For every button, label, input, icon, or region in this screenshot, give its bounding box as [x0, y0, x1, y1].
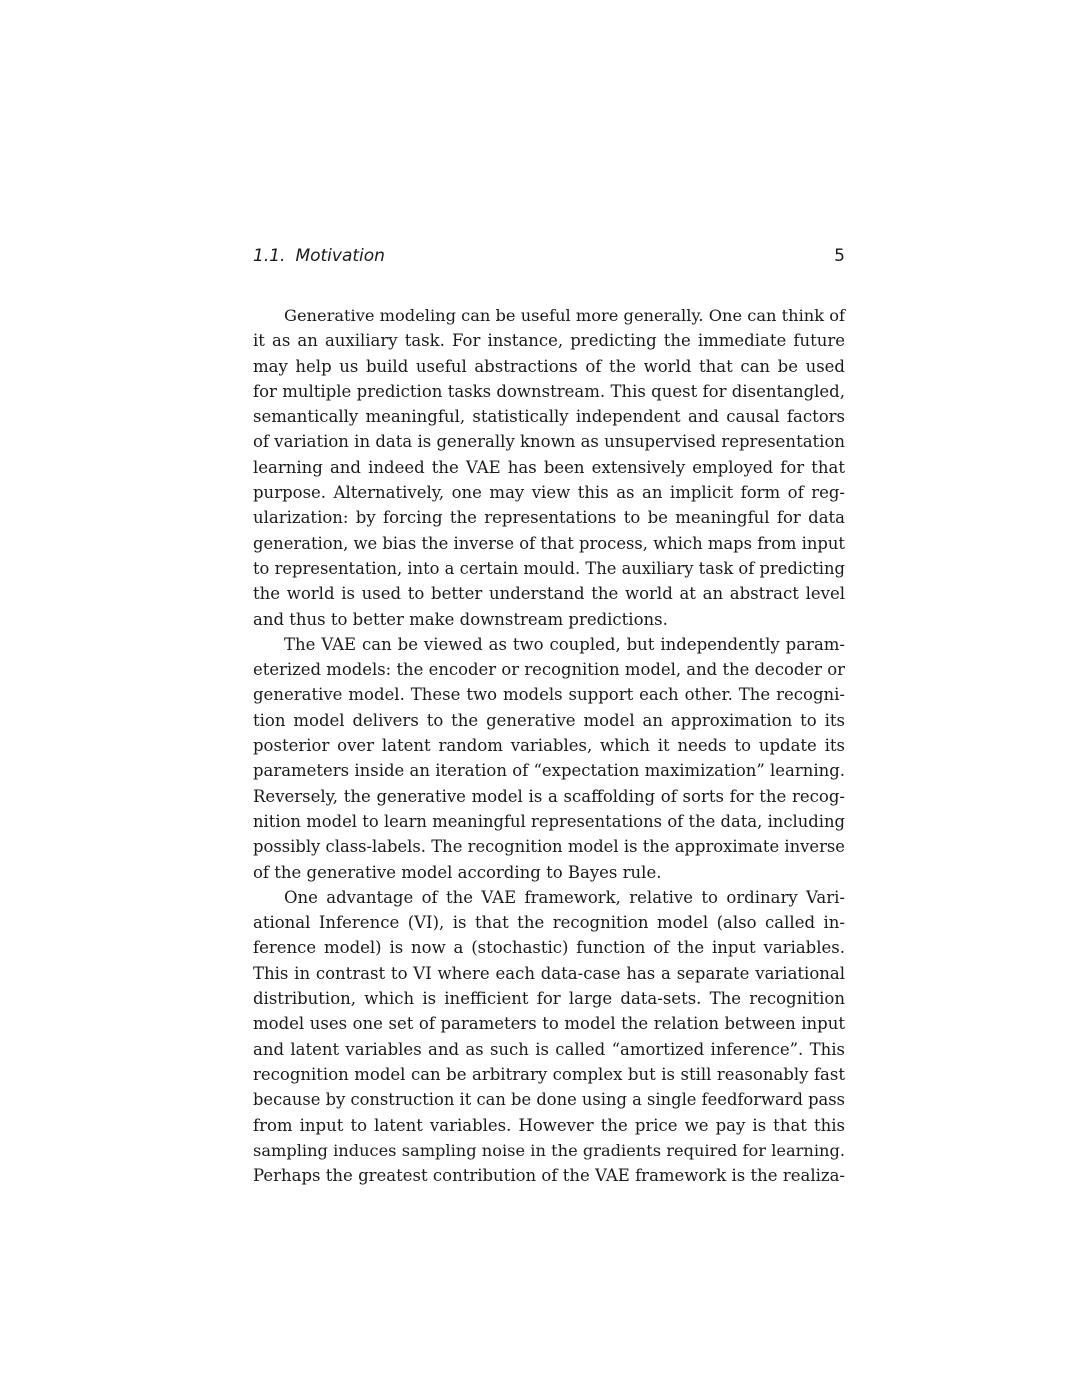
text-line: sampling induces sampling noise in the gradients required for learning. — [253, 1140, 845, 1160]
text-line: Perhaps the greatest contribution of the VAE framework is the realiza- — [253, 1166, 845, 1186]
text-line: ference model) is now a (stochastic) function of the input variables. — [253, 938, 845, 958]
page-number: 5 — [834, 246, 845, 266]
text-line: of variation in data is generally known as unsupervised representation — [253, 432, 845, 452]
text-line: and thus to better make downstream predictions. — [253, 609, 668, 629]
text-line: possibly class-labels. The recognition model is the approximate inverse — [253, 837, 845, 857]
text-line: distribution, which is inefficient for large data-sets. The recognition — [253, 989, 845, 1009]
text-line: The VAE can be viewed as two coupled, but independently param- — [284, 634, 845, 654]
running-header — [253, 246, 845, 272]
text-line: and latent variables and as such is called “amortized inference”. This — [253, 1039, 845, 1059]
text-line: generation, we bias the inverse of that process, which maps from input — [253, 533, 845, 553]
paragraph-vae-advantage — [253, 885, 845, 1189]
paragraph-generative-modeling — [253, 303, 845, 632]
section-title: Motivation — [295, 246, 385, 266]
text-line: purpose. Alternatively, one may view this as an implicit form of reg- — [253, 483, 845, 503]
text-line: from input to latent variables. However the price we pay is that this — [253, 1115, 845, 1135]
text-line: nition model to learn meaningful representations of the data, including — [253, 811, 845, 831]
text-line: it as an auxiliary task. For instance, predicting the immediate future — [253, 331, 845, 351]
text-line: This in contrast to VI where each data-case has a separate variational — [253, 963, 845, 983]
text-line: because by construction it can be done using a single feedforward pass — [253, 1090, 845, 1110]
text-line: posterior over latent random variables, which it needs to update its — [253, 736, 845, 756]
text-line: for multiple prediction tasks downstream. This quest for disentangled, — [253, 381, 845, 401]
text-line: may help us build useful abstractions of the world that can be used — [253, 356, 845, 376]
text-line: parameters inside an iteration of “expectation maximization” learning. — [253, 761, 845, 781]
text-line: to representation, into a certain mould. The auxiliary task of predicting — [253, 558, 845, 578]
text-line: tion model delivers to the generative model an approximation to its — [253, 710, 845, 730]
text-line: recognition model can be arbitrary complex but is still reasonably fast — [253, 1064, 845, 1084]
text-line: model uses one set of parameters to model the relation between input — [253, 1014, 845, 1034]
body-text — [253, 303, 845, 1188]
text-line: Reversely, the generative model is a scaffolding of sorts for the recog- — [253, 786, 845, 806]
section-number: 1.1. — [253, 246, 286, 266]
text-line: learning and indeed the VAE has been extensively employed for that — [253, 457, 845, 477]
paragraph-vae-coupled-models — [253, 632, 845, 885]
text-line: One advantage of the VAE framework, relative to ordinary Vari- — [284, 887, 845, 907]
text-line: the world is used to better understand the world at an abstract level — [253, 584, 845, 604]
text-line: Generative modeling can be useful more generally. One can think of — [284, 306, 845, 325]
section-heading — [253, 246, 385, 266]
text-line: eterized models: the encoder or recognition model, and the decoder or — [253, 660, 845, 680]
text-line: generative model. These two models support each other. The recogni- — [253, 685, 845, 705]
text-line: ational Inference (VI), is that the recognition model (also called in- — [253, 913, 845, 933]
text-line: ularization: by forcing the representations to be meaningful for data — [253, 508, 845, 528]
text-line: of the generative model according to Bayes rule. — [253, 862, 662, 882]
text-line: semantically meaningful, statistically independent and causal factors — [253, 407, 845, 427]
